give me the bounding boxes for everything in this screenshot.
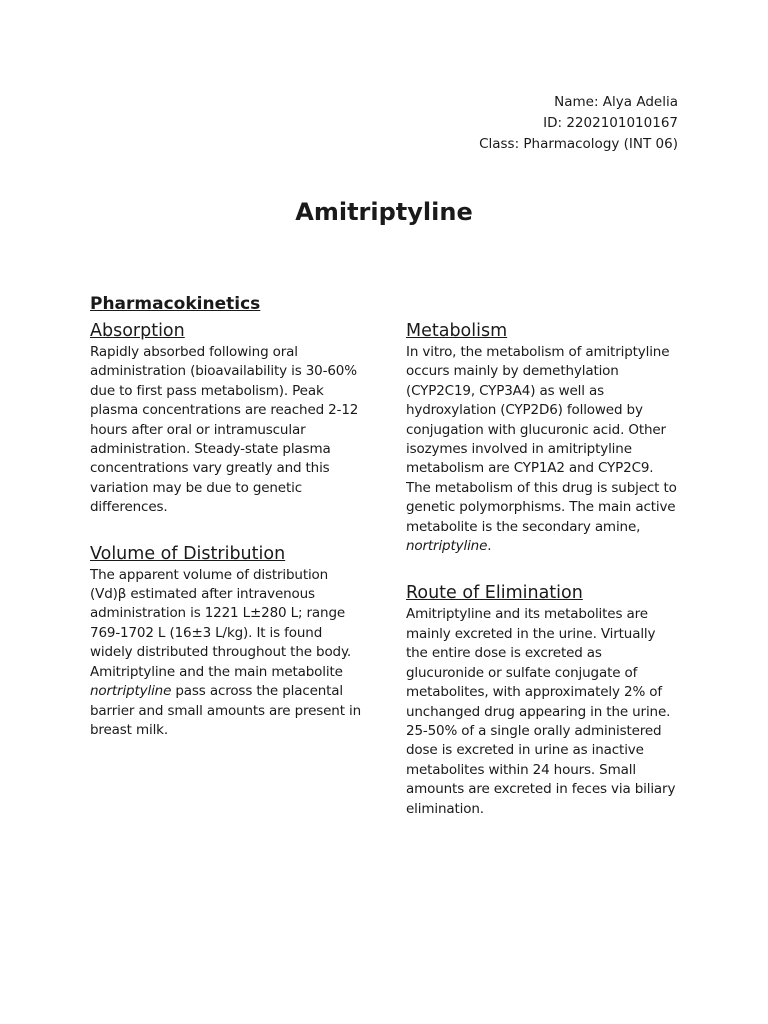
distribution-text-part2: pass across the placental barrier and small amounts are present in breast milk. [90,683,361,738]
section-heading-pharmacokinetics: Pharmacokinetics [90,294,261,314]
metabolism-text [406,343,678,556]
elimination-heading: Route of Elimination [406,583,583,604]
distribution-text-part1: The apparent volume of distribution (Vd)β estimated after intravenous administration is 1221 L±280 L; range 769-1702 L (16±3 L/kg). It is found widely distributed throughout the body. Amitriptyline and the main metabolite [90,566,352,680]
metabolism-text-part2: . [487,538,492,555]
elimination-section [406,581,678,818]
student-info [479,92,678,155]
metabolism-metabolite-name: nortriptyline [406,538,488,555]
student-name: Name: Alya Adelia [554,94,678,110]
distribution-heading: Volume of Distribution [90,543,286,564]
right-column [406,319,678,843]
distribution-metabolite-name: nortriptyline [90,683,172,700]
document-title: Amitriptyline [295,198,473,226]
absorption-text: Rapidly absorbed following oral administration (bioavailability is 30-60% due to first pass metabolism). Peak plasma concentrations are reached 2-12 hours after oral or intramuscular administration. Steady-state plasma concentrations vary greatly and this variation may be due to genetic differences. [90,344,359,516]
absorption-section [90,319,365,518]
distribution-section [90,542,365,741]
metabolism-section [406,319,678,556]
student-class: Class: Pharmacology (INT 06) [479,136,678,152]
metabolism-heading: Metabolism [406,321,508,341]
student-id: ID: 2202101010167 [543,115,678,131]
metabolism-text-part1: In vitro, the metabolism of amitriptyline occurs mainly by demethylation (CYP2C19, CYP3A4) as well as hydroxylation (CYP2D6) followed by conjugation with glucuronic acid. Other isozymes involved in amitriptyline metabolism are CYP1A2 and CYP2C9. The metabolism of this drug is subject to genetic polymorphisms. The main active metabolite is the secondary amine, [406,344,677,535]
distribution-text [90,566,365,741]
absorption-heading: Absorption [90,321,185,341]
left-column [90,319,365,764]
elimination-text: Amitriptyline and its metabolites are mainly excreted in the urine. Virtually the entire dose is excreted as glucuronide or sulfate conjugate of metabolites, with approximately 2% of unchanged drug appearing in the urine. 25-50% of a single orally administered dose is excreted in urine as inactive metabolites within 24 hours. Small amounts are excreted in feces via biliary elimination. [406,606,676,817]
